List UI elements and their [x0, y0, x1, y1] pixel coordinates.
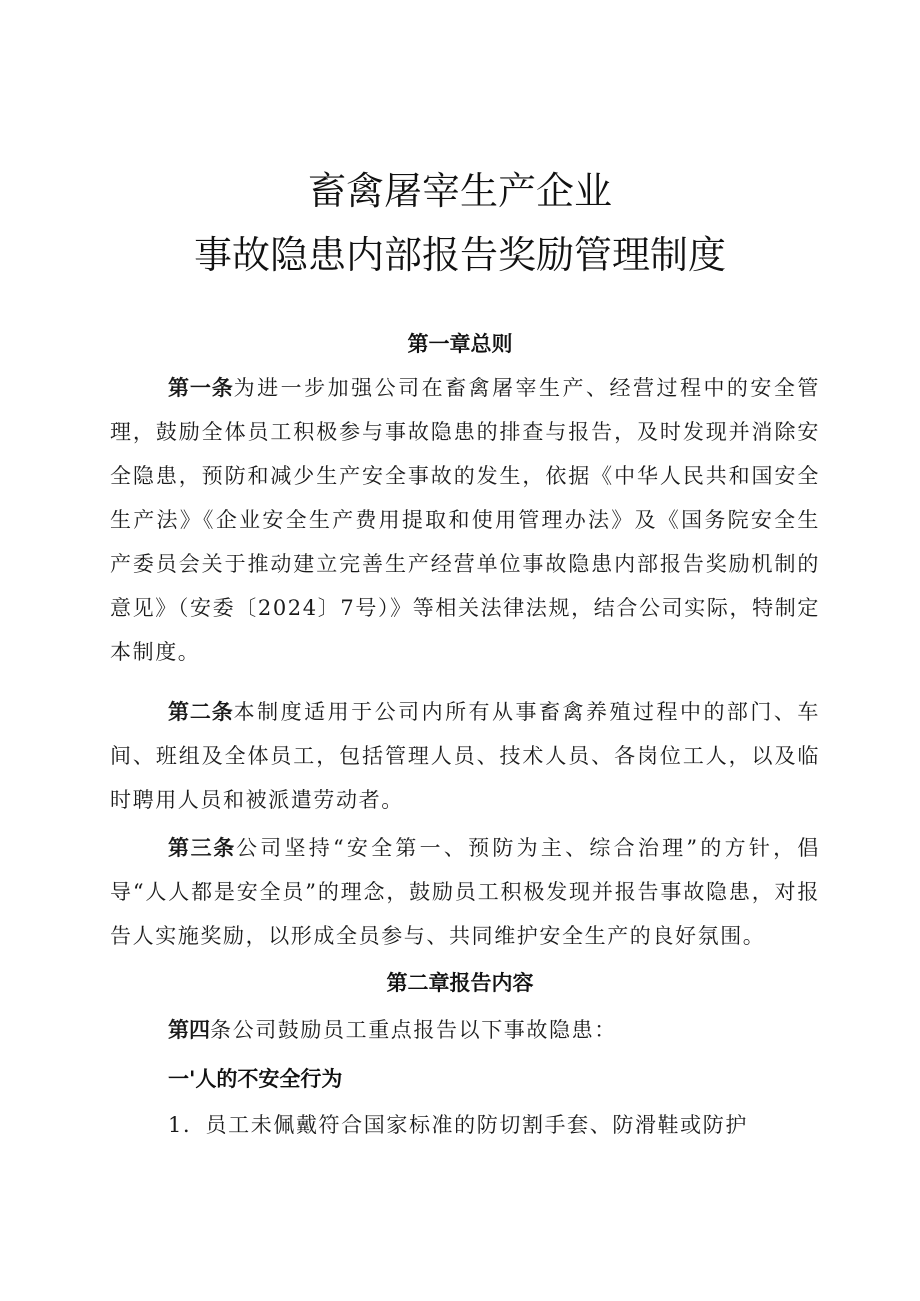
article-4-text: 条公司鼓励员工重点报告以下事故隐患： — [210, 1018, 617, 1042]
article-3-text: 公司坚持“安全第一、预防为主、综合治理”的方针，倡导“人人都是安全员”的理念，鼓励员工积极发现并报告事故隐患，对报告人实施奖励，以形成全员参与、共同维护安全生产的良好氛围。 — [110, 836, 820, 948]
document-title-line-1: 畜禽屠宰生产企业 — [307, 169, 612, 213]
article-3 — [110, 826, 820, 958]
article-2-label: 第二条 — [168, 700, 234, 724]
chapter-1-heading: 第一章总则 — [407, 332, 513, 356]
section-1-heading: 一'人的不安全行为 — [168, 1067, 343, 1091]
document-title-line-2: 事故隐患内部报告奖励管理制度 — [193, 233, 726, 277]
list-item-1: 1．员工未佩戴符合国家标准的防切割手套、防滑鞋或防护 — [168, 1113, 748, 1137]
article-4-label: 第四 — [168, 1018, 210, 1042]
article-2-text: 本制度适用于公司内所有从事畜禽养殖过程中的部门、车间、班组及全体员工，包括管理人员、技术人员、各岗位工人，以及临时聘用人员和被派遣劳动者。 — [110, 700, 821, 812]
article-1-label: 第一条 — [168, 376, 234, 400]
article-3-label: 第三条 — [168, 836, 236, 860]
article-1 — [110, 366, 820, 674]
article-4 — [110, 1008, 820, 1052]
article-1-text: 为进一步加强公司在畜禽屠宰生产、经营过程中的安全管理，鼓励全体员工积极参与事故隐患的排查与报告，及时发现并消除安全隐患，预防和减少生产安全事故的发生，依据《中华人民共和国安全生产法》《企业安全生产费用提取和使用管理办法》及《国务院安全生产委员会关于推动建立完善生产经营单位事故隐患内部报告奖励机制的意见》（安委〔2024〕7号）》等相关法律法规，结合公司实际，特制定本制度。 — [110, 376, 821, 664]
article-2 — [110, 690, 820, 822]
chapter-2-heading: 第二章报告内容 — [386, 971, 534, 995]
